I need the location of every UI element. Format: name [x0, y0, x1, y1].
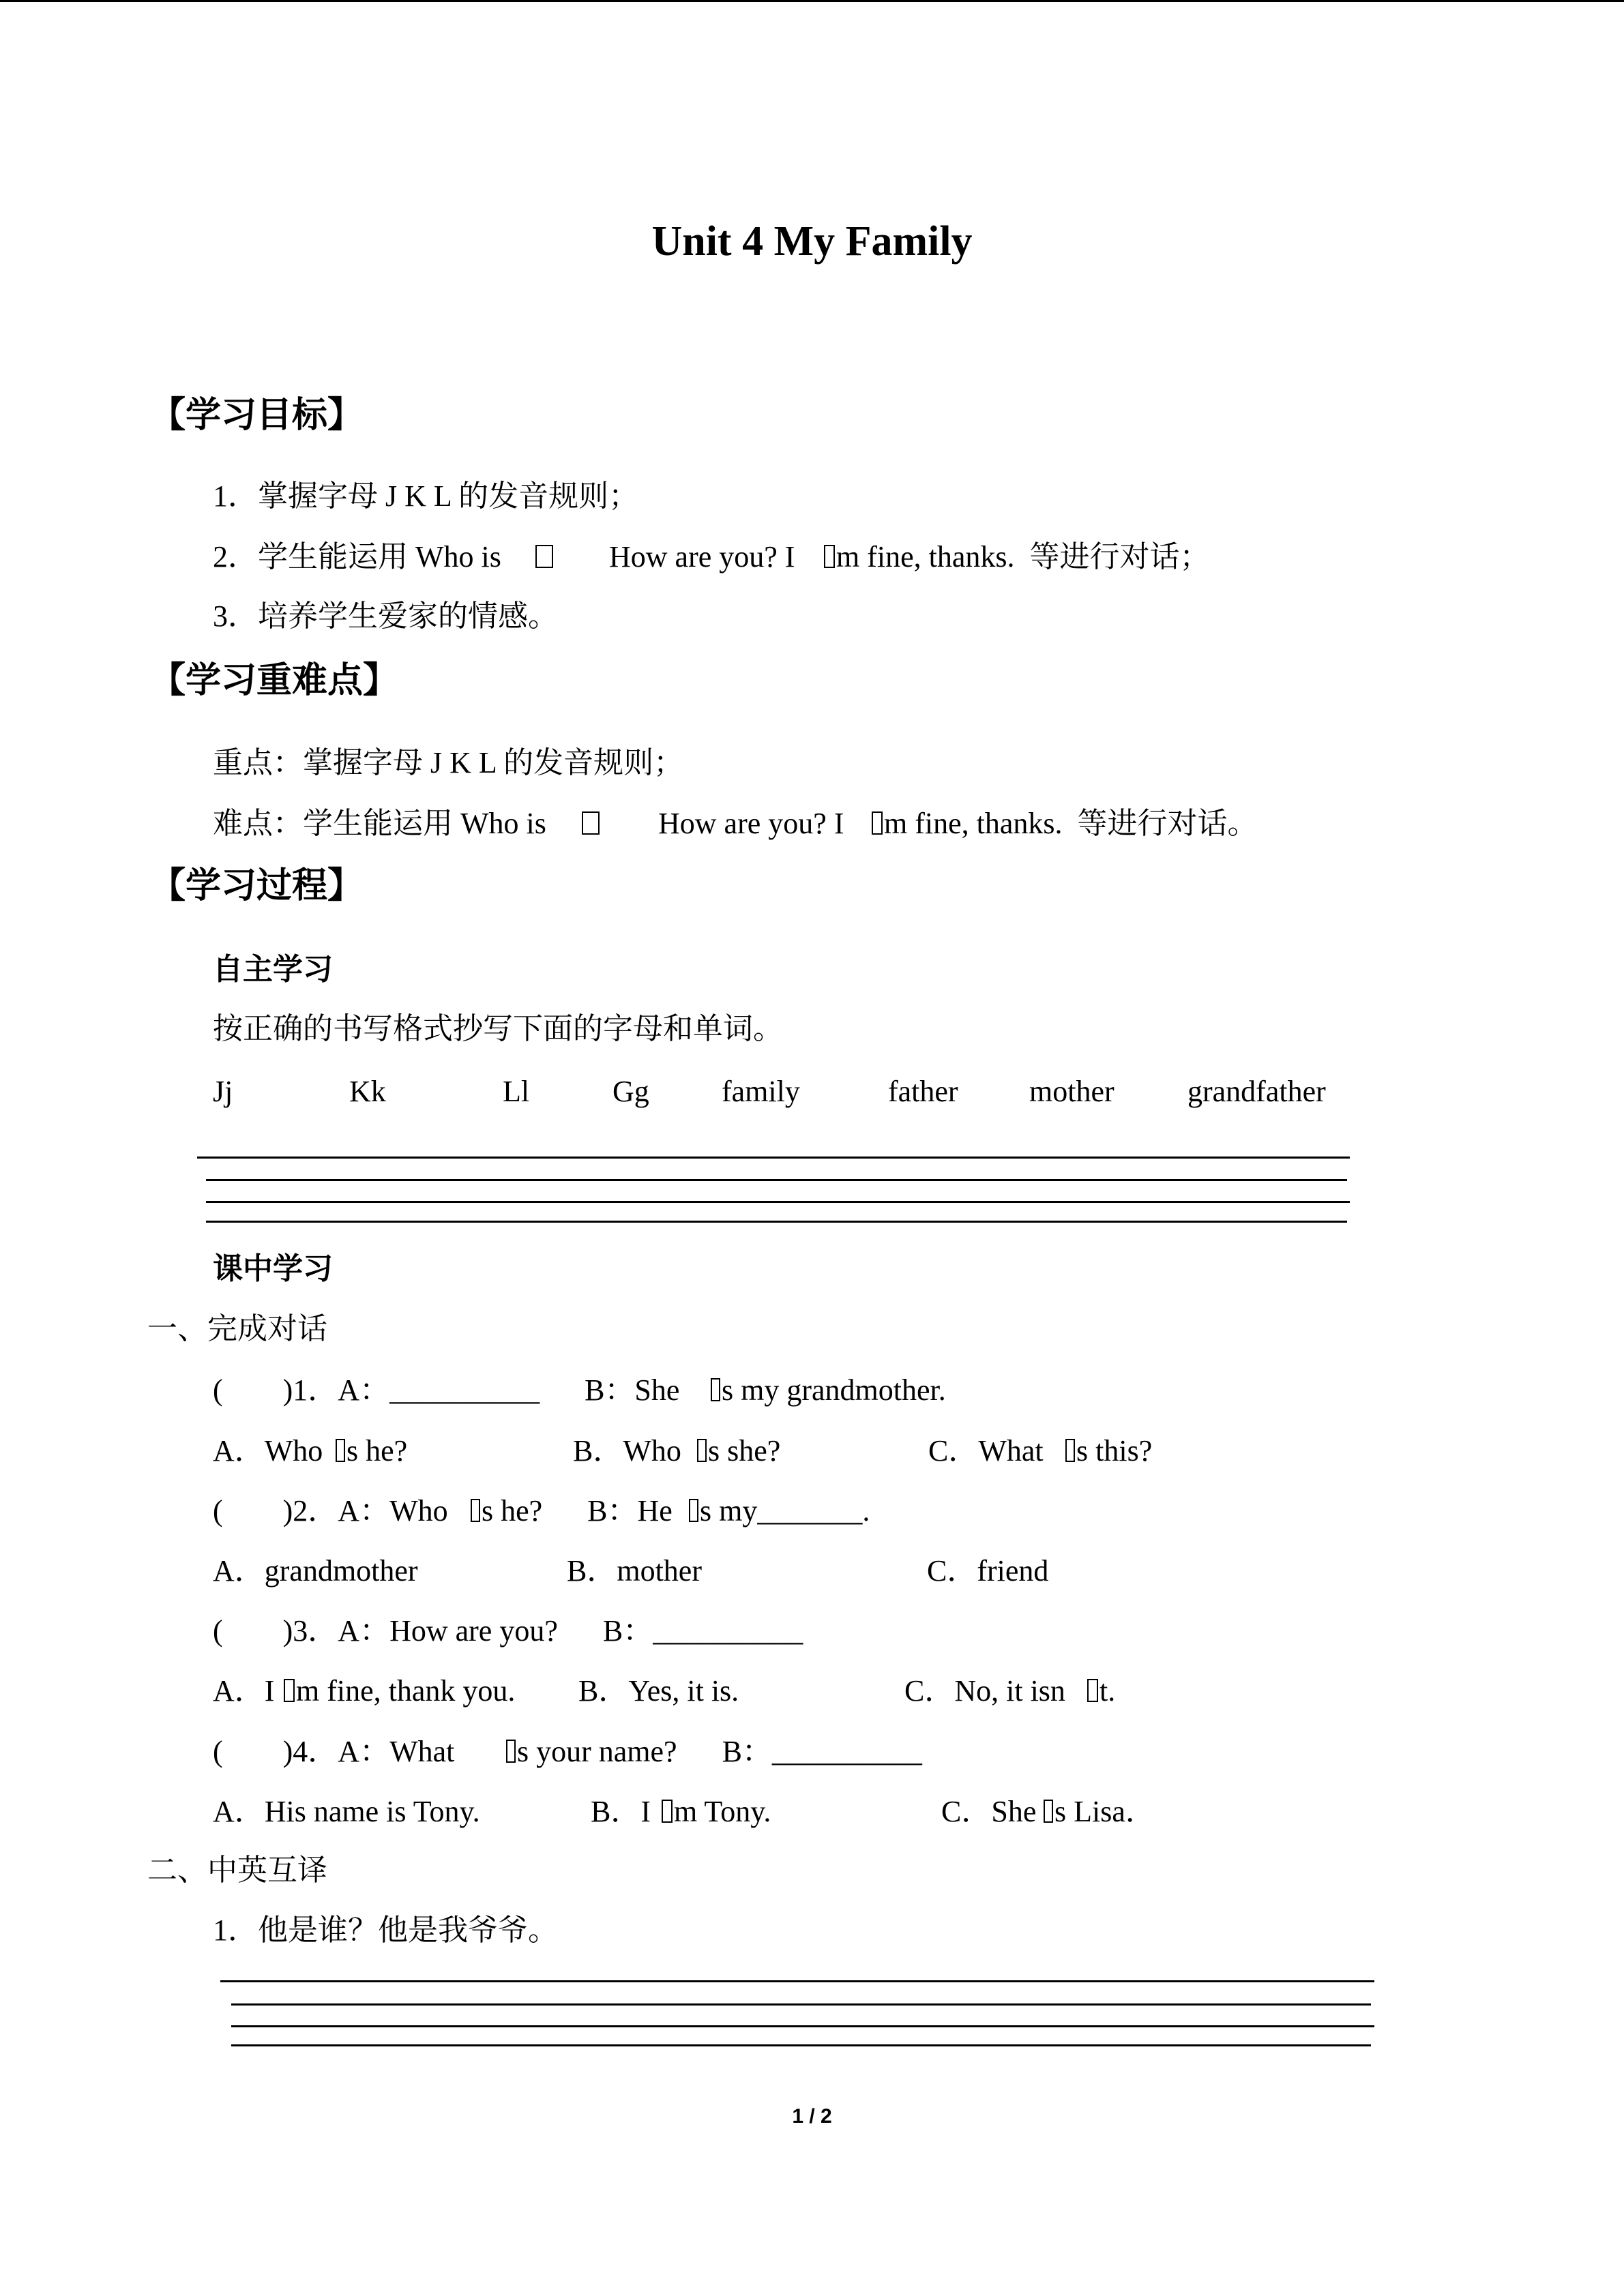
keypoint-1: 重点：掌握字母 J K L 的发音规则； [213, 746, 684, 779]
missing-glyph-box [711, 1378, 720, 1401]
q1-stem-tail: s my grandmother. [722, 1373, 946, 1407]
missing-glyph-box [535, 545, 553, 568]
q4-option-a: A．His name is Tony. [213, 1795, 480, 1828]
writing-line [197, 1157, 1350, 1159]
missing-glyph-box [697, 1439, 707, 1462]
objective-3: 3．培养学生爱家的情感。 [213, 599, 558, 633]
missing-glyph-box [1044, 1800, 1053, 1823]
missing-glyph-box [582, 811, 600, 835]
writing-line [206, 1201, 1350, 1203]
word-gg: Gg [612, 1075, 649, 1108]
q3-option-c: C．No, it isn [904, 1674, 1065, 1708]
q2-stem-tail: s my_______. [700, 1494, 870, 1527]
missing-glyph-box [471, 1499, 480, 1522]
self-study-instruction: 按正确的书写格式抄写下面的字母和单词。 [213, 1012, 783, 1045]
process-heading: 【学习过程】 [150, 865, 364, 906]
q3-option-b: B．Yes, it is. [578, 1674, 739, 1708]
missing-glyph-box [1065, 1439, 1075, 1462]
word-father: father [888, 1075, 958, 1108]
missing-glyph-box [662, 1800, 673, 1823]
q2-option-c: C．friend [927, 1554, 1049, 1587]
q1-option-a-tail: s he? [346, 1434, 408, 1467]
keypoint-2c: m fine, thanks. 等进行对话。 [884, 807, 1258, 840]
writing-line [206, 1179, 1347, 1181]
q3-option-a-tail: m fine, thank you. [296, 1674, 516, 1708]
word-mother: mother [1029, 1075, 1114, 1108]
q1-option-c-tail: s this? [1076, 1434, 1153, 1467]
word-kk: Kk [349, 1075, 386, 1108]
q4-stem: ( )4．A：What [213, 1735, 455, 1768]
word-jj: Jj [213, 1075, 233, 1108]
q4-option-b: B．I [591, 1795, 651, 1828]
q1-option-a: A．Who [213, 1434, 323, 1467]
page-title: Unit 4 My Family [651, 218, 973, 265]
class-study-heading: 课中学习 [213, 1251, 333, 1286]
keypoint-2b: How are you? I [658, 807, 844, 840]
word-family: family [722, 1075, 800, 1108]
q4-option-c: C．She [941, 1795, 1037, 1828]
self-study-heading: 自主学习 [213, 952, 333, 987]
q1-option-b-tail: s she? [708, 1434, 781, 1467]
missing-glyph-box [689, 1499, 698, 1522]
writing-line [231, 2003, 1371, 2006]
q1-stem: ( )1．A：__________ B：She [213, 1373, 680, 1407]
missing-glyph-box [872, 811, 883, 835]
q3-option-a: A．I [213, 1674, 275, 1708]
objective-2a: 2．学生能运用 Who is [213, 540, 501, 573]
missing-glyph-box [336, 1439, 345, 1462]
q3-stem: ( )3．A：How are you? B：__________ [213, 1614, 803, 1648]
missing-glyph-box [284, 1679, 295, 1702]
keypoint-2a: 难点：学生能运用 Who is [213, 807, 546, 840]
translation-item-1: 1．他是谁？他是我爷爷。 [213, 1913, 558, 1947]
q2-option-b: B．mother [567, 1554, 702, 1587]
q1-option-b: B．Who [573, 1434, 681, 1467]
objective-2c: m fine, thanks. 等进行对话； [836, 540, 1210, 573]
page-number: 1 / 2 [792, 2105, 832, 2128]
part1-heading: 一、完成对话 [147, 1312, 327, 1345]
q1-option-c: C．What [928, 1434, 1044, 1467]
q3-option-c-tail: t. [1099, 1674, 1116, 1708]
writing-line [220, 1980, 1374, 1982]
writing-line [231, 2025, 1374, 2027]
q4-option-c-tail: s Lisa． [1054, 1795, 1155, 1828]
q2-stem: ( )2．A：Who [213, 1494, 448, 1527]
missing-glyph-box [824, 545, 835, 568]
missing-glyph-box [506, 1740, 516, 1763]
q4-stem-tail: s your name? B：__________ [517, 1735, 922, 1768]
writing-line [231, 2044, 1371, 2046]
objective-1: 1．掌握字母 J K L 的发音规则； [213, 479, 639, 513]
q4-option-b-tail: m Tony. [674, 1795, 771, 1828]
word-grandfather: grandfather [1187, 1075, 1326, 1108]
part2-heading: 二、中英互译 [147, 1853, 327, 1887]
q2-option-a: A．grandmother [213, 1554, 418, 1587]
objectives-heading: 【学习目标】 [150, 395, 364, 436]
word-ll: Ll [503, 1075, 530, 1108]
writing-line [206, 1221, 1347, 1223]
keypoints-heading: 【学习重难点】 [150, 660, 399, 701]
q2-stem-mid: s he? B：He [482, 1494, 673, 1527]
missing-glyph-box [1087, 1679, 1098, 1702]
objective-2b: How are you? I [609, 540, 795, 573]
